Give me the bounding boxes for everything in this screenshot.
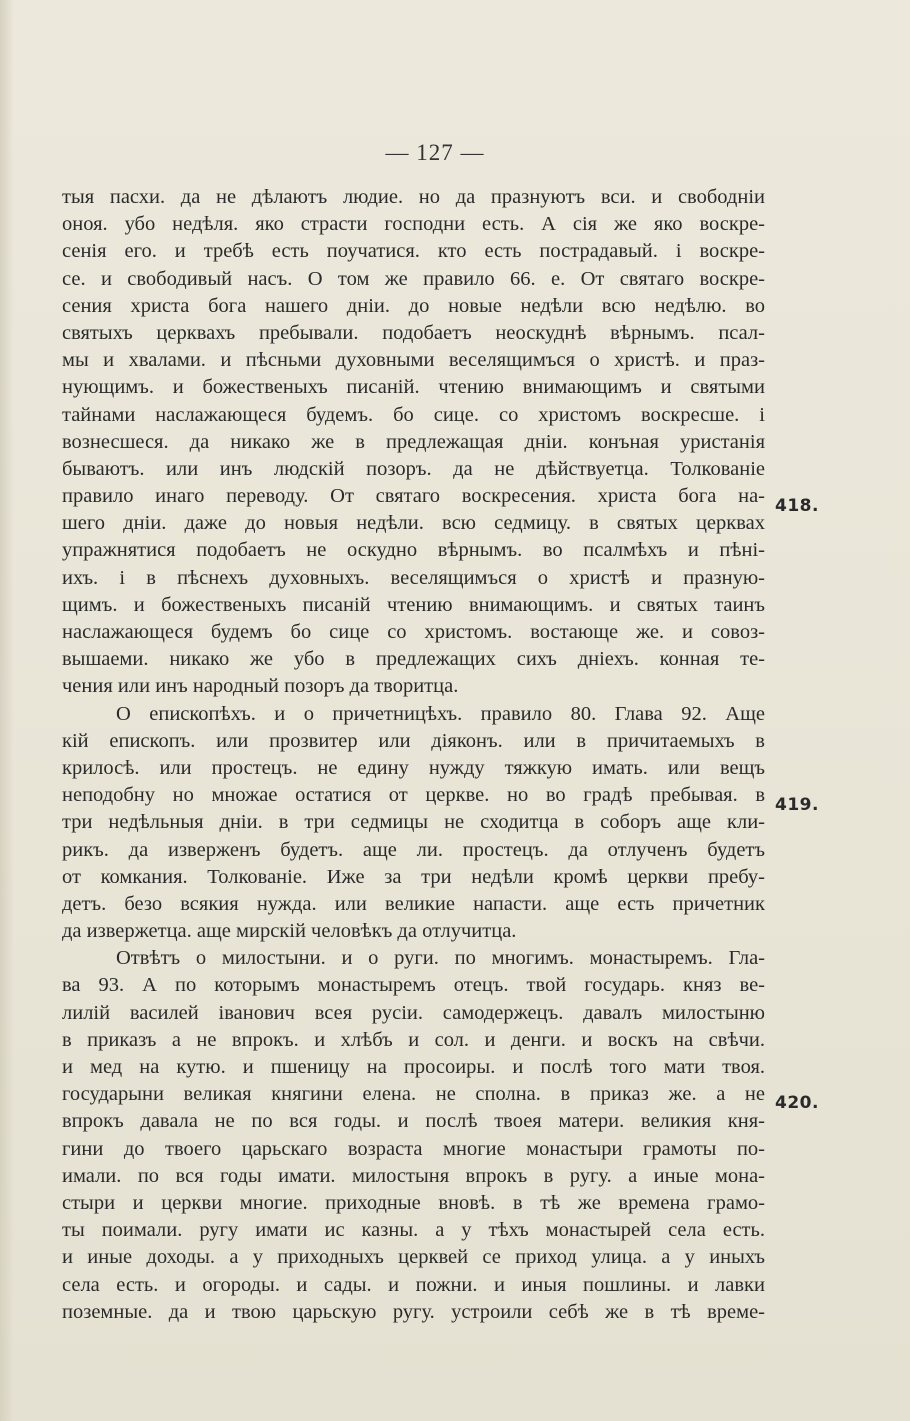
text-line: ва 93. А по которымъ монастыремъ отецъ. твой государь. княз ве- [62, 974, 765, 997]
text-line: ихъ. і в пѣснехъ духовныхъ. веселящимъся о христѣ и празную- [62, 566, 765, 589]
text-line: от комкания. Толкованіе. Иже за три недѣли кромѣ церкви пребу- [62, 865, 765, 888]
text-line: правило инаго переводу. От святаго воскресения. христа бога на- [62, 485, 765, 508]
text-line: неподобну но множае остатися от церкве. но во градѣ пребывая. в [62, 784, 765, 807]
text-line: гини до твоего царьскаго возраста многие монастыри грамоты по- [62, 1137, 765, 1160]
text-line: имали. по вся годы имати. милостыня впрокъ в ругу. а иные мона- [62, 1164, 765, 1187]
margin-note-419: 419. [775, 795, 819, 815]
text-line: тайнами наслажающеся будемъ. бо сице. со христомъ воскресше. і [62, 403, 765, 426]
text-line: государыни великая княгини елена. не сполна. в приказ же. а не [62, 1083, 765, 1106]
text-line: лилій василей іванович всея русіи. самодержецъ. давалъ милостыню [62, 1001, 765, 1024]
text-line: вышаеми. никако же убо в предлежащих сихъ днiехъ. конная те- [62, 648, 765, 671]
page-edge-shadow [0, 0, 14, 1421]
text-line: поземные. да и твою царьскую ругу. устроили себѣ же в тѣ време- [62, 1300, 765, 1323]
body-text [62, 184, 765, 1326]
text-line: тыя пасхи. да не дѣлаютъ людие. но да празнуютъ вси. и свободніи [62, 186, 765, 208]
text-line: три недѣльныя дніи. в три седмицы не сходитца в соборъ аще кли- [62, 811, 765, 834]
text-line: бываютъ. или инъ людскій позоръ. да не дѣйствуетца. Толкованіе [62, 457, 765, 480]
text-line: впрокъ давала не по вся годы. и послѣ твоея матери. великия кня- [62, 1110, 765, 1133]
text-line: святыхъ церквахъ пребывали. подобаетъ неоскуднѣ вѣрнымъ. псал- [62, 321, 765, 344]
paragraph-start-line: Отвѣтъ о милостыни. и о руги. по многимъ. монастыремъ. Гла- [116, 947, 765, 970]
text-line: в приказъ а не впрокъ. и хлѣбъ и сол. и денги. и воскъ на свѣчи. [62, 1028, 765, 1051]
text-line: сенія его. и требѣ есть поучатися. кто есть пострадавый. і воскре- [62, 240, 765, 263]
text-line: наслажающеся будемъ бо сице со христомъ. востающе же. и совоз- [62, 621, 765, 643]
text-line: сения христа бога нашего дніи. до новые недѣли всю недѣлю. во [62, 294, 765, 317]
text-line: шего дніи. даже до новыя недѣли. всю седмицу. в святых церквах [62, 512, 765, 535]
text-line: вознесшеся. да никако же в предлежащая дніи. конъная уристанія [62, 430, 765, 453]
page-number: — 127 — [385, 140, 485, 165]
text-line: ты поимали. ругу имати ис казны. а у тѣхъ монастырей села есть. [62, 1219, 765, 1242]
text-line: чения или инъ народный позоръ да творитца. [62, 675, 459, 698]
text-line: детъ. безо всякия нужда. или великие напасти. аще есть причетник [62, 892, 765, 915]
text-line: и мед на кутю. и пшеницу на просоиры. и послѣ того мати твоя. [62, 1056, 765, 1078]
text-line: упражнятися подобаетъ не оскудно вѣрнымъ. во псалмѣхъ и пѣні- [62, 539, 765, 562]
text-line: мы и хвалами. и пѣсньми духовными веселящимъся о христѣ. и праз- [62, 349, 765, 372]
text-line: щимъ. и божественыхъ писаній чтению внимающимъ. и святых таинъ [62, 593, 765, 616]
text-line: села есть. и огороды. и сады. и пожни. и иныя пошлины. и лавки [62, 1273, 765, 1296]
text-line: да извержетца. аще мирскій человѣкъ да отлучитца. [62, 920, 517, 943]
text-line: оноя. убо недѣля. яко страсти господни есть. А сія же яко воскре- [62, 213, 765, 236]
text-line: се. и свободивый насъ. О том же правило 66. е. От святаго воскре- [62, 267, 765, 290]
text-line: кій епископъ. или прозвитер или діяконъ. или в причитаемыхъ в [62, 729, 765, 752]
margin-note-420: 420. [775, 1093, 819, 1113]
paragraph-start-line: О епископѣхъ. и о причетницѣхъ. правило 80. Глава 92. Аще [116, 702, 765, 725]
text-line: рикъ. да изверженъ будетъ. аще ли. простецъ. да отлученъ будетъ [62, 838, 765, 861]
text-line: стыри и церкви многие. приходные вновѣ. в тѣ же времена грамо- [62, 1191, 765, 1214]
text-line: крилосѣ. или простецъ. не едину нужду тяжкую имать. или вещъ [62, 756, 765, 779]
text-line: нующимъ. и божественыхъ писаній. чтению внимающимъ и святыми [62, 376, 765, 399]
margin-note-418: 418. [775, 496, 819, 516]
text-line: и иные доходы. а у приходныхъ церквей се приход улица. а у иныхъ [62, 1246, 765, 1269]
